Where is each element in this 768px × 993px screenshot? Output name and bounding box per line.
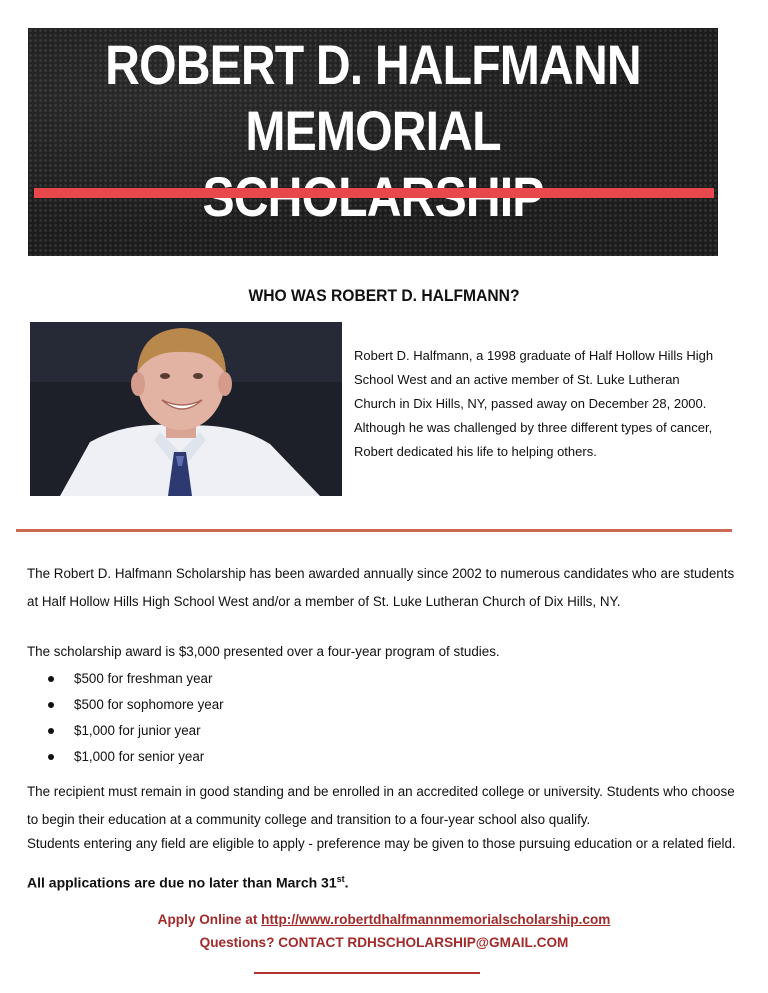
portrait-illustration: [30, 322, 342, 496]
deadline-suffix: st: [336, 874, 345, 884]
banner: [28, 28, 718, 256]
award-item-senior: [40, 744, 224, 770]
banner-title-line1: ROBERT D. HALFMANN MEMORIAL: [105, 33, 641, 162]
banner-red-rule: [34, 188, 714, 198]
bottom-rule: [254, 972, 480, 974]
award-list: [40, 666, 224, 770]
deadline-notice: [27, 874, 349, 891]
bullet-icon: [48, 728, 54, 734]
bullet-icon: [48, 676, 54, 682]
section-divider: [16, 529, 732, 532]
award-item-sophomore: [40, 692, 224, 718]
banner-title: [76, 32, 669, 230]
bullet-icon: [48, 754, 54, 760]
requirements-paragraph: The recipient must remain in good standing and be enrolled in an accredited college or university. Students who choose to begin their education at a community college and transition to a four-year school also qualify.: [27, 784, 735, 827]
bio-text: Robert D. Halfmann, a 1998 graduate of Half Hollow Hills High School West and an active member of St. Luke Lutheran Church in Dix Hills, NY, passed away on December 28, 2000. Although he was challenged by three different types of cancer, Robert dedicated his life to helping others.: [354, 348, 714, 459]
eligibility-paragraph: The Robert D. Halfmann Scholarship has been awarded annually since 2002 to numerous candidates who are students at Half Hollow Hills High School West and/or a member of St. Luke Lutheran Church of Dix Hills, NY.: [27, 566, 735, 609]
section-heading: WHO WAS ROBERT D. HALFMANN?: [248, 286, 520, 305]
contact-line: Questions? CONTACT RDHSCHOLARSHIP@GMAIL.COM: [199, 935, 569, 950]
apply-label: Apply Online at: [157, 912, 262, 927]
apply-link[interactable]: http://www.robertdhalfmannmemorialscholarship.com: [261, 912, 611, 927]
award-item-freshman: [40, 666, 224, 692]
deadline-period: .: [344, 874, 349, 891]
portrait-photo: [30, 322, 342, 496]
award-label: $1,000 for senior year: [74, 749, 205, 764]
bullet-icon: [48, 702, 54, 708]
field-eligibility-paragraph: Students entering any field are eligible to apply - preference may be given to those pursuing education or a related field.: [27, 836, 736, 851]
deadline-text: All applications are due no later than March 31: [27, 874, 337, 891]
apply-online: [0, 912, 768, 927]
award-label: $1,000 for junior year: [74, 723, 201, 738]
award-summary-paragraph: The scholarship award is $3,000 presented over a four-year program of studies.: [27, 644, 500, 659]
award-item-junior: [40, 718, 224, 744]
award-label: $500 for sophomore year: [74, 697, 224, 712]
award-label: $500 for freshman year: [74, 671, 213, 686]
